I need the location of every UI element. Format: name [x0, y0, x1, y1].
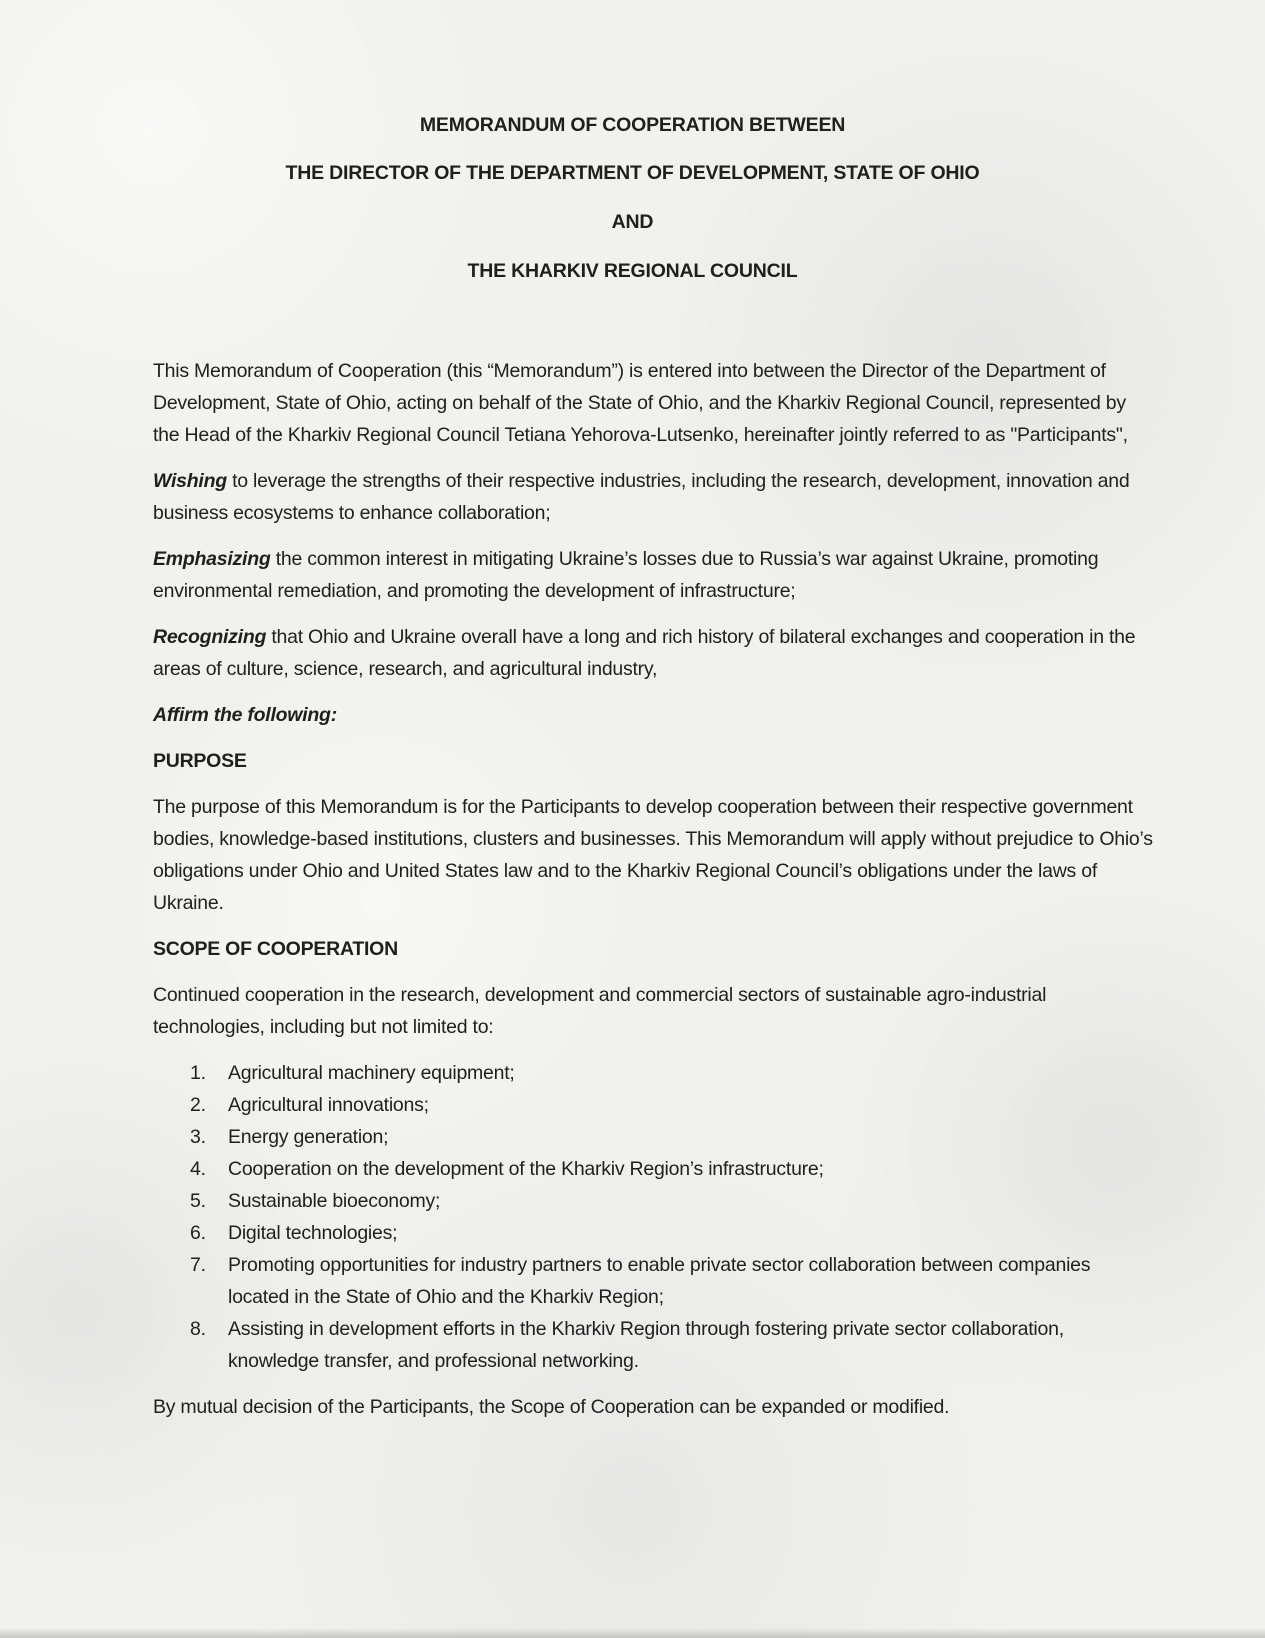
title-line-4: THE KHARKIV REGIONAL COUNCIL: [467, 260, 798, 282]
recital-text: the common interest in mitigating Ukraine’s losses due to Russia’s war against Ukraine, promoting environmental remediation, and promoting the development of infrastructure;: [153, 548, 1099, 602]
list-item-number: 4.: [190, 1158, 206, 1180]
list-item: [153, 1089, 1153, 1121]
list-item-number: 5.: [190, 1190, 206, 1212]
list-item-text: Sustainable bioeconomy;: [228, 1190, 441, 1212]
purpose-paragraph: The purpose of this Memorandum is for the Participants to develop cooperation between their respective government bodies, knowledge-based institutions, clusters and businesses. This Memorandum will apply without prejudice to Ohio’s obligations under Ohio and United States law and to the Kharkiv Regional Council’s obligations under the laws of Ukraine.: [153, 796, 1153, 914]
list-item-number: 8.: [190, 1318, 206, 1340]
recital-wishing: [153, 465, 1153, 529]
recital-lead: Recognizing: [153, 626, 267, 648]
list-item: [153, 1121, 1153, 1153]
list-item-text: Agricultural machinery equipment;: [228, 1062, 515, 1084]
document-body: [153, 355, 1153, 1437]
list-item-number: 6.: [190, 1222, 206, 1244]
affirm-line: Affirm the following:: [153, 704, 337, 726]
recital-lead: Wishing: [153, 470, 227, 492]
title-line-2: THE DIRECTOR OF THE DEPARTMENT OF DEVELOPMENT, STATE OF OHIO: [285, 162, 980, 184]
recital-emphasizing: [153, 543, 1153, 607]
list-item-text: Digital technologies;: [228, 1222, 398, 1244]
list-item: [153, 1185, 1153, 1217]
title-line-3: AND: [611, 211, 654, 233]
recital-text: to leverage the strengths of their respective industries, including the research, development, innovation and business ecosystems to enhance collaboration;: [153, 470, 1130, 524]
list-item: [153, 1217, 1153, 1249]
scope-closing-paragraph: By mutual decision of the Participants, the Scope of Cooperation can be expanded or modified.: [153, 1396, 950, 1418]
scope-list: [153, 1057, 1153, 1377]
intro-paragraph: This Memorandum of Cooperation (this “Memorandum”) is entered into between the Director of the Department of Development, State of Ohio, acting on behalf of the State of Ohio, and the Kharkiv Regional Council, represented by the Head of the Kharkiv Regional Council Tetiana Yehorova-Lutsenko, hereinafter jointly referred to as "Participants",: [153, 360, 1128, 446]
list-item-text: Cooperation on the development of the Kharkiv Region’s infrastructure;: [228, 1158, 824, 1180]
scope-intro-paragraph: Continued cooperation in the research, development and commercial sectors of sustainable agro-industrial technologies, including but not limited to:: [153, 984, 1047, 1038]
list-item-text: Promoting opportunities for industry partners to enable private sector collaboration between companies located in the State of Ohio and the Kharkiv Region;: [228, 1254, 1091, 1308]
title-line-1: MEMORANDUM OF COOPERATION BETWEEN: [419, 114, 846, 136]
scope-heading: SCOPE OF COOPERATION: [153, 938, 398, 960]
list-item-number: 3.: [190, 1126, 206, 1148]
list-item-number: 1.: [190, 1062, 206, 1084]
list-item-text: Assisting in development efforts in the Kharkiv Region through fostering private sector collaboration, knowledge transfer, and professional networking.: [228, 1318, 1064, 1372]
recital-recognizing: [153, 621, 1153, 685]
list-item: [153, 1313, 1153, 1377]
list-item-number: 2.: [190, 1094, 206, 1116]
list-item-text: Energy generation;: [228, 1126, 389, 1148]
recital-lead: Emphasizing: [153, 548, 271, 570]
list-item: [153, 1153, 1153, 1185]
list-item: [153, 1057, 1153, 1089]
purpose-heading: PURPOSE: [153, 750, 247, 772]
recital-text: that Ohio and Ukraine overall have a long and rich history of bilateral exchanges and cooperation in the areas of culture, science, research, and agricultural industry,: [153, 626, 1136, 680]
list-item: [153, 1249, 1153, 1313]
list-item-text: Agricultural innovations;: [228, 1094, 429, 1116]
list-item-number: 7.: [190, 1254, 206, 1276]
